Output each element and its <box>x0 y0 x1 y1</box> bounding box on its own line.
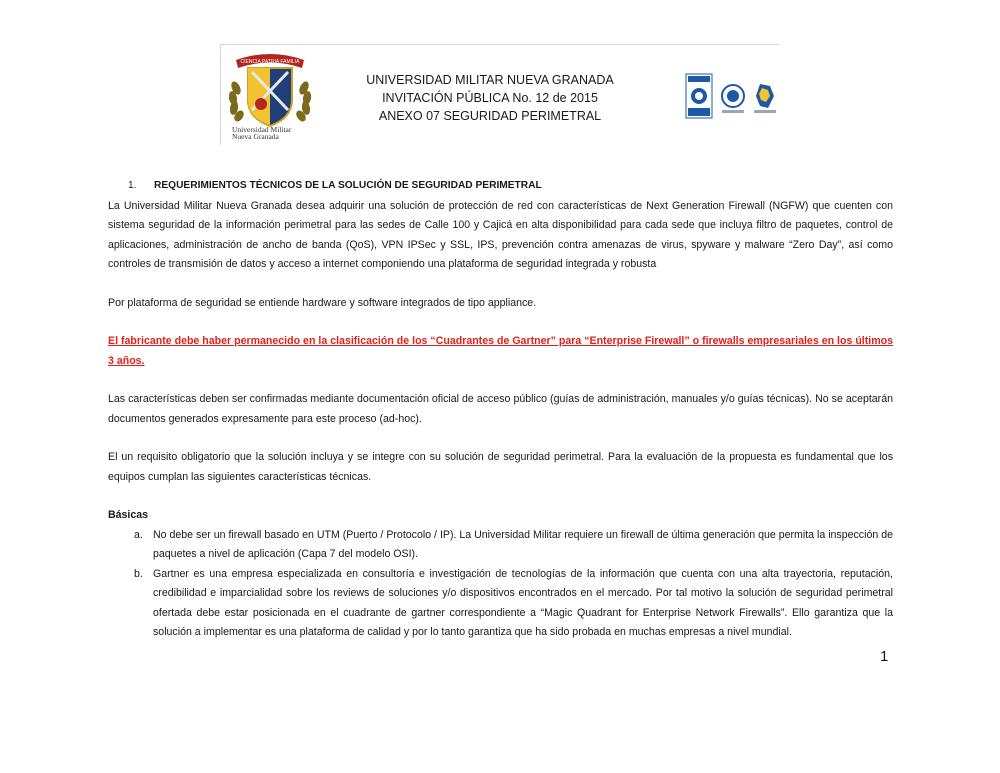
list-item-marker: b. <box>134 567 143 580</box>
title-line-1: UNIVERSIDAD MILITAR NUEVA GRANADA <box>366 73 614 87</box>
iso-certification-seal <box>686 74 712 118</box>
paragraph-mandatory-requirement: El un requisito obligatorio que la solución incluya y se integre con su solución de seguridad perimetral. Para la evaluación de la propuesta es fundamental que los equipos cumplan las siguientes características técnicas. <box>108 451 893 483</box>
basicas-list <box>108 526 893 643</box>
paragraph-platform-definition: Por plataforma de seguridad se entiende hardware y software integrados de tipo appliance. <box>108 296 537 309</box>
page-number: 1 <box>880 648 889 665</box>
list-item-text: Gartner es una empresa especializada en consultoría e investigación de tecnologías de la información que cuenta con una alta trayectoria, reputación, credibilidad e imparcialidad sobre los reviews de soluciones y/o dispositivos encontrados en el mercado. Por tal motivo la solución de seguridad perimetral ofertada debe estar posicionada en el cuadrante de gartner correspondiente a “Magic Quadrant for Enterprise Network Firewalls”. Ello garantiza que la solución a implementar es una plataforma de calidad y por lo tanto garantiza que ha sido probada en muchas empresas a nivel mundial. <box>153 567 893 638</box>
title-line-3: ANEXO 07 SEGURIDAD PERIMETRAL <box>378 109 602 123</box>
section-number: 1. <box>128 180 137 191</box>
list-item <box>108 526 893 565</box>
document-body <box>108 176 893 643</box>
gartner-requirement-notice: El fabricante debe haber permanecido en la clasificación de los “Cuadrantes de Gartner” para “Enterprise Firewall” o firewalls empresariales en los últimos 3 años. <box>108 335 893 367</box>
university-logo <box>222 46 318 140</box>
paragraph-documentation: Las características deben ser confirmadas mediante documentación oficial de acceso público (guías de administración, manuales y/o guías técnicas). No se aceptarán documentos generados expresamente para este proceso (ad-hoc). <box>108 393 893 425</box>
basicas-heading: Básicas <box>108 509 149 521</box>
section-heading <box>128 176 893 196</box>
quality-management-seal <box>722 85 744 113</box>
section-heading-text: REQUERIMIENTOS TÉCNICOS DE LA SOLUCIÓN DE SEGURIDAD PERIMETRAL <box>154 180 542 191</box>
list-item-marker: a. <box>134 528 143 541</box>
paragraph-intro: La Universidad Militar Nueva Granada desea adquirir una solución de protección de red con características de Next Generation Firewall (NGFW) que cuenten con sistema seguridad de la información perimetral para las sedes de Calle 100 y Cajicá en alta disponibilidad para cada sede que incluya filtro de paquetes, control de aplicaciones, administración de ancho de banda (QoS), VPN IPSec y SSL, IPS, prevención contra amenazas de virus, spyware y malware “Zero Day”, así como controles de transmisión de datos y acceso a internet componiendo una plataforma de seguridad integrada y robusta <box>108 199 893 270</box>
list-item-text: No debe ser un firewall basado en UTM (Puerto / Protocolo / IP). La Universidad Militar requiere un firewall de última generación que permita la inspección de paquetes a nivel de aplicación (Capa 7 del modelo OSI). <box>153 528 893 560</box>
list-item <box>108 565 893 643</box>
colombia-map-seal <box>754 84 776 113</box>
logo-ribbon-text: CIENCIA PATRIA FAMILIA <box>240 59 300 65</box>
certification-seals <box>684 72 780 122</box>
logo-text-line2: Nueva Granada <box>232 132 279 140</box>
logo-text-line1: Universidad Militar <box>232 125 292 134</box>
document-title <box>330 71 650 125</box>
title-line-2: INVITACIÓN PÚBLICA No. 12 de 2015 <box>382 91 598 105</box>
